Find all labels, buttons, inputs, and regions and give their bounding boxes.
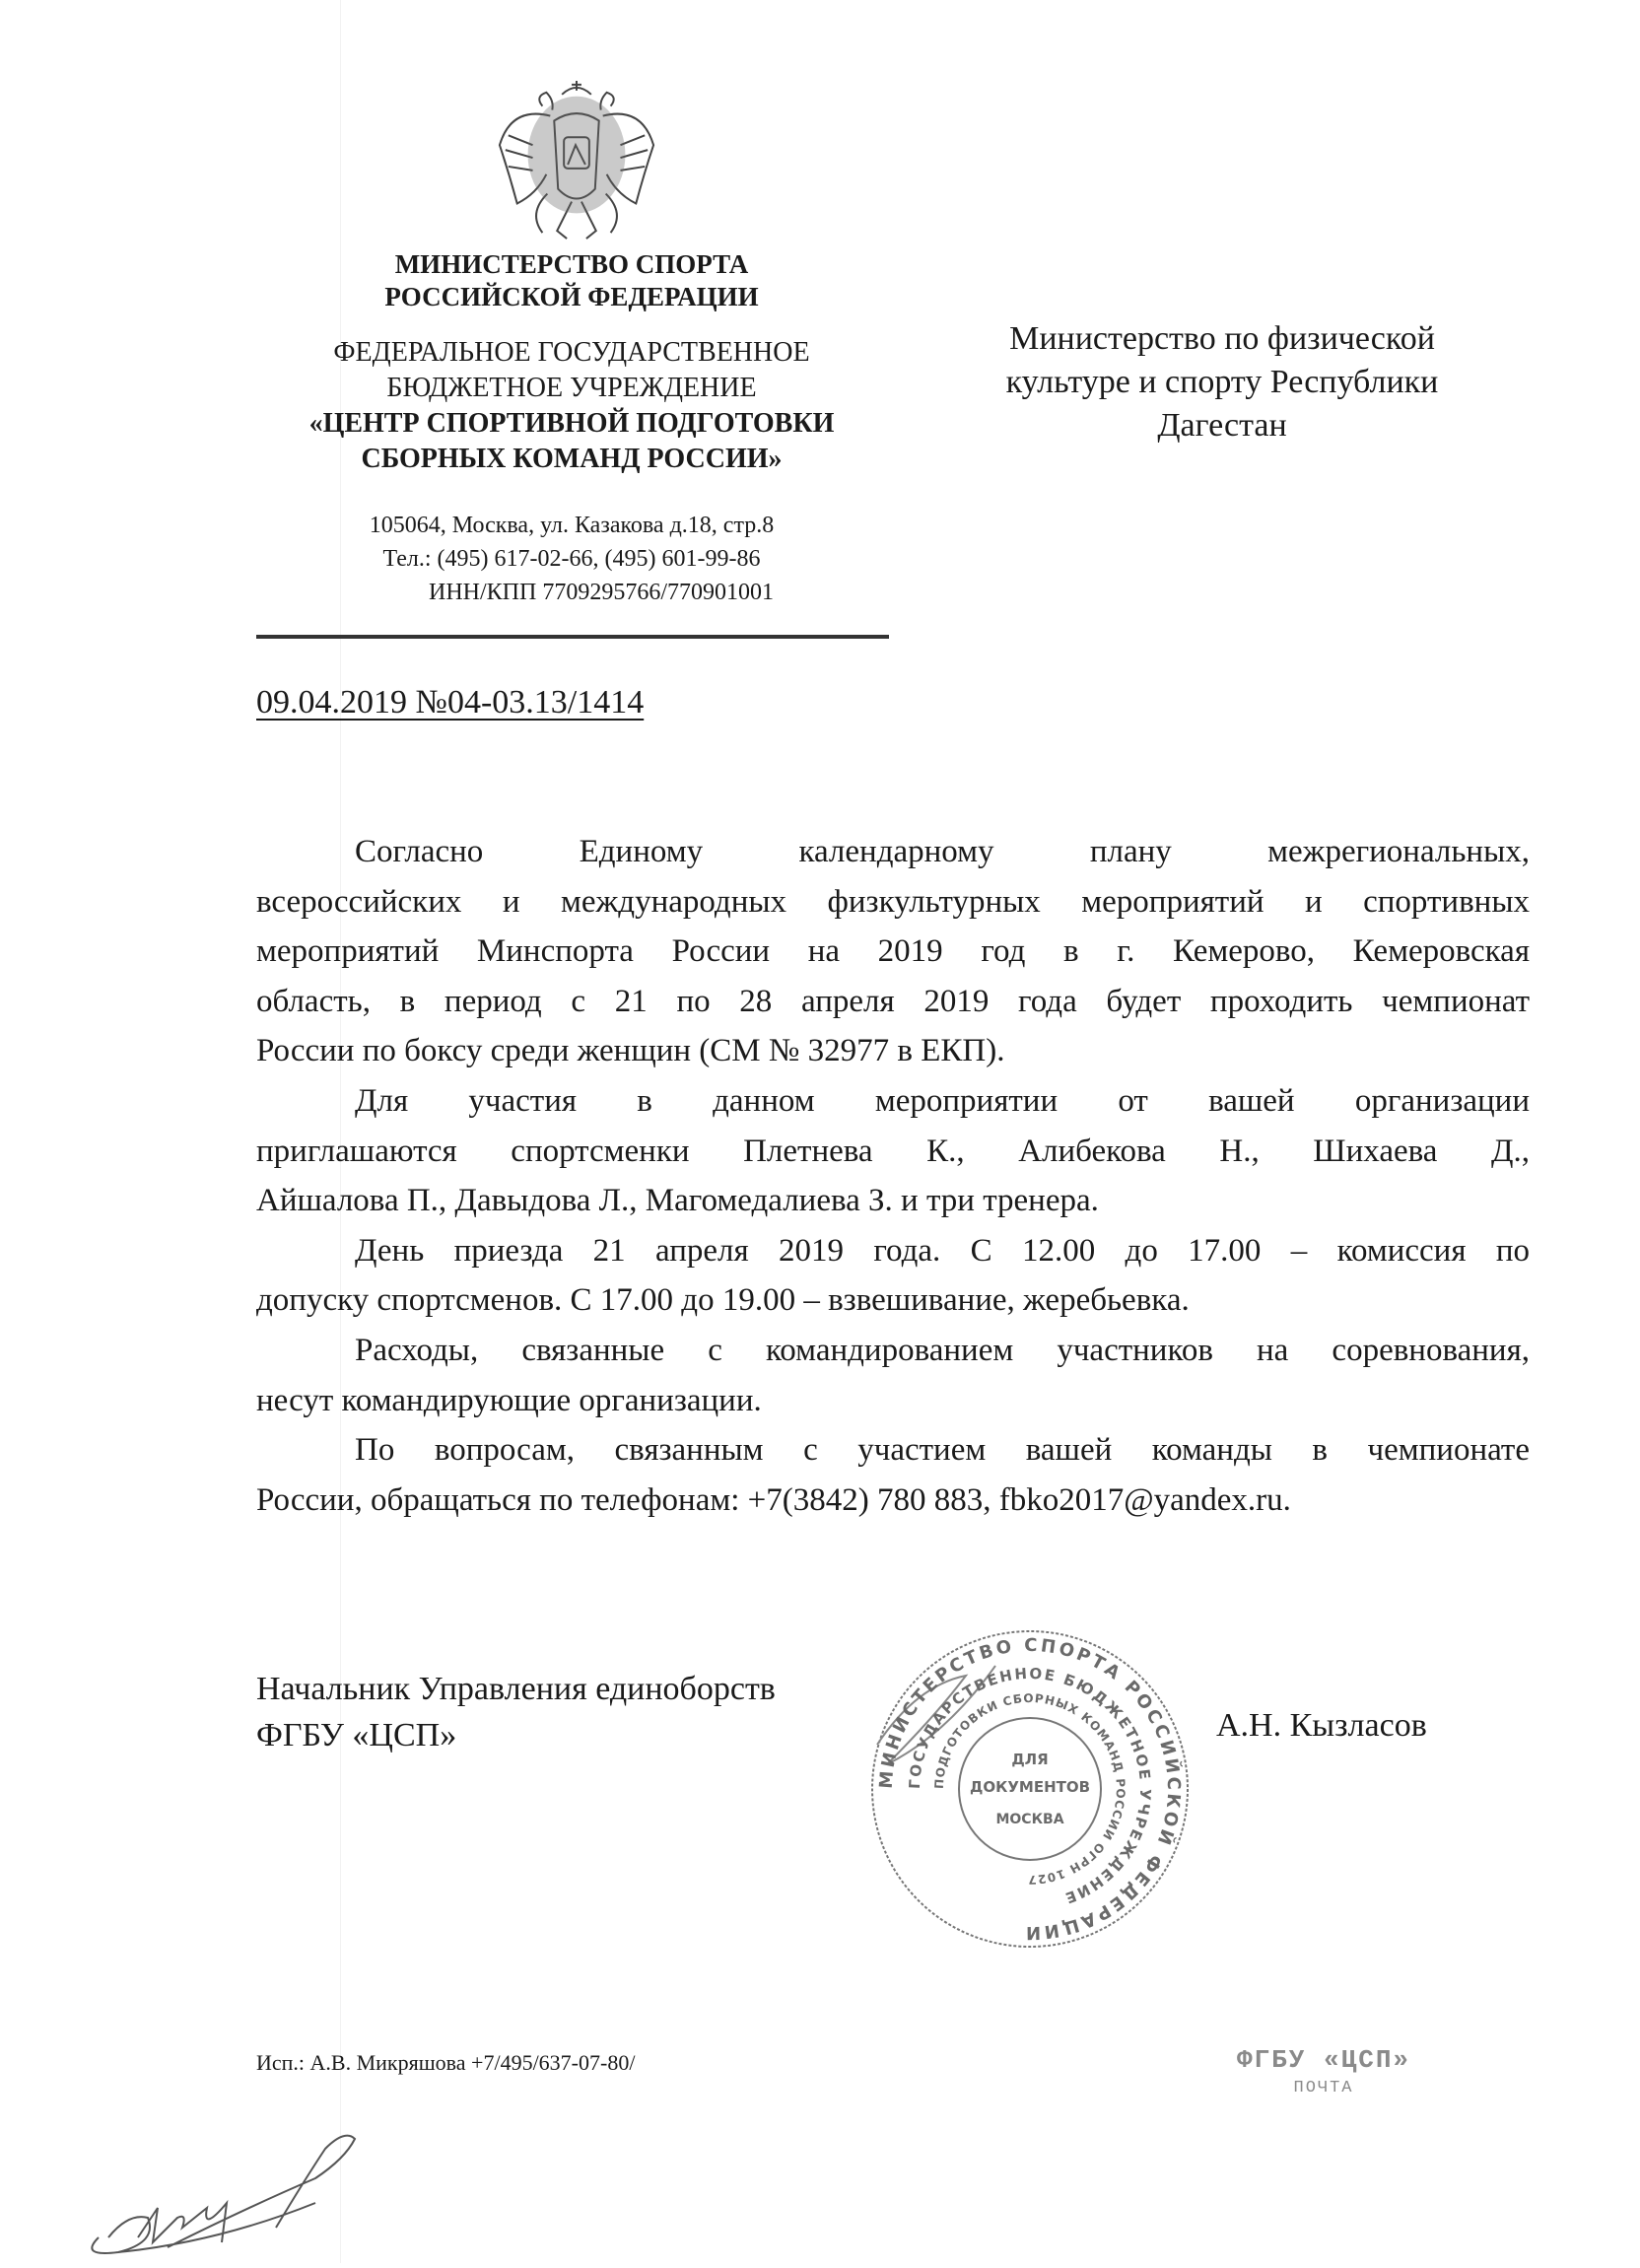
recipient-block (946, 317, 1498, 447)
body-line: России, обращаться по телефонам: +7(3842) 780 883, fbko2017@yandex.ru. (256, 1481, 1291, 1518)
mail-stamp-label: ПОЧТА (1293, 2079, 1354, 2097)
inn-kpp-text: ИНН/КПП 7709295766/770901001 (428, 580, 774, 605)
body-line: По вопросам, связанным с участием вашей команды в чемпионате (355, 1432, 1530, 1469)
seal-inner-text: ПОДГОТОВКИ СБОРНЫХ КОМАНД РОССИИ ОГРН 1027 (931, 1690, 1128, 1888)
seal-middle-text: ГОСУДАРСТВЕННОЕ БЮДЖЕТНОЕ УЧРЕЖДЕНИЕ (905, 1664, 1155, 1908)
executor-contact: Исп.: А.В. Микряшова +7/495/637-07-80/ (256, 2050, 636, 2075)
ministry-line: РОССИЙСКОЙ ФЕДЕРАЦИИ (384, 282, 759, 311)
address-text: 105064, Москва, ул. Казакова д.18, стр.8 (369, 513, 775, 538)
signatory-title-line: ФГБУ «ЦСП» (256, 1717, 457, 1753)
seal-city-text: МОСКВА (995, 1812, 1064, 1827)
document-date-number: 09.04.2019 №04-03.13/1414 (256, 684, 645, 721)
signatory-name: А.Н. Кызласов (1216, 1707, 1427, 1744)
recipient-line: Дагестан (1157, 407, 1287, 444)
body-line: Согласно Единому календарному плану межрегиональных, (355, 834, 1530, 869)
mail-stamp-org: ФГБУ «ЦСП» (1237, 2045, 1411, 2075)
body-line: мероприятий Минспорта России на 2019 год в г. Кемерово, Кемеровская (256, 933, 1530, 970)
body-line: Для участия в данном мероприятии от вашей организации (355, 1082, 1530, 1119)
seal-center-text: ДЛЯ (1011, 1751, 1049, 1768)
body-line: День приезда 21 апреля 2019 года. С 12.00 до 17.00 – комиссия по (355, 1232, 1530, 1269)
handwritten-initials (79, 2129, 375, 2263)
ministry-line: МИНИСТЕРСТВО СПОРТА (394, 249, 749, 279)
signatory-title (256, 1666, 776, 1758)
body-line: Расходы, связанные с командированием участников на соревнования, (355, 1332, 1530, 1368)
institution-name-line: СБОРНЫХ КОМАНД РОССИИ» (361, 444, 783, 474)
ministry-heading (325, 248, 818, 313)
phones-text: Тел.: (495) 617-02-66, (495) 601-99-86 (382, 546, 761, 572)
body-line: допуску спортсменов. С 17.00 до 19.00 – взвешивание, жеребьевка. (256, 1282, 1190, 1319)
recipient-line: Министерство по физической (1009, 320, 1435, 357)
institution-type-line: ФЕДЕРАЛЬНОЕ ГОСУДАРСТВЕННОЕ (333, 337, 810, 368)
institution-name-line: «ЦЕНТР СПОРТИВНОЙ ПОДГОТОВКИ (308, 408, 835, 439)
institution-type-line: БЮДЖЕТНОЕ УЧРЕЖДЕНИЕ (386, 373, 757, 403)
body-line: область, в период с 21 по 28 апреля 2019 года будет проходить чемпионат (256, 983, 1530, 1019)
coat-of-arms-emblem (493, 77, 660, 244)
seal-center-text: ДОКУМЕНТОВ (969, 1778, 1091, 1796)
signatory-title-line: Начальник Управления единоборств (256, 1671, 776, 1707)
letterhead-divider (256, 635, 889, 639)
body-line: России по боксу среди женщин (СМ № 32977 в ЕКП). (256, 1033, 1005, 1069)
body-line: несут командирующие организации. (256, 1382, 762, 1418)
body-line: Айшалова П., Давыдова Л., Магомедалиева З. и три тренера. (256, 1183, 1099, 1219)
institution-heading (256, 335, 887, 477)
body-line: приглашаются спортсменки Плетнева К., Алибекова Н., Шихаева Д., (256, 1133, 1530, 1169)
seal-outer-text: МИНИСТЕРСТВО СПОРТА РОССИЙСКОЙ ФЕДЕРАЦИИ (875, 1634, 1185, 1944)
recipient-line: культуре и спорту Республики (1005, 364, 1439, 400)
letter-body (256, 827, 1530, 1525)
letterhead-contacts (325, 509, 818, 609)
official-seal (867, 1626, 1193, 1952)
body-line: всероссийских и международных физкультурных мероприятий и спортивных (256, 883, 1530, 920)
mail-stamp (1237, 2045, 1410, 2097)
